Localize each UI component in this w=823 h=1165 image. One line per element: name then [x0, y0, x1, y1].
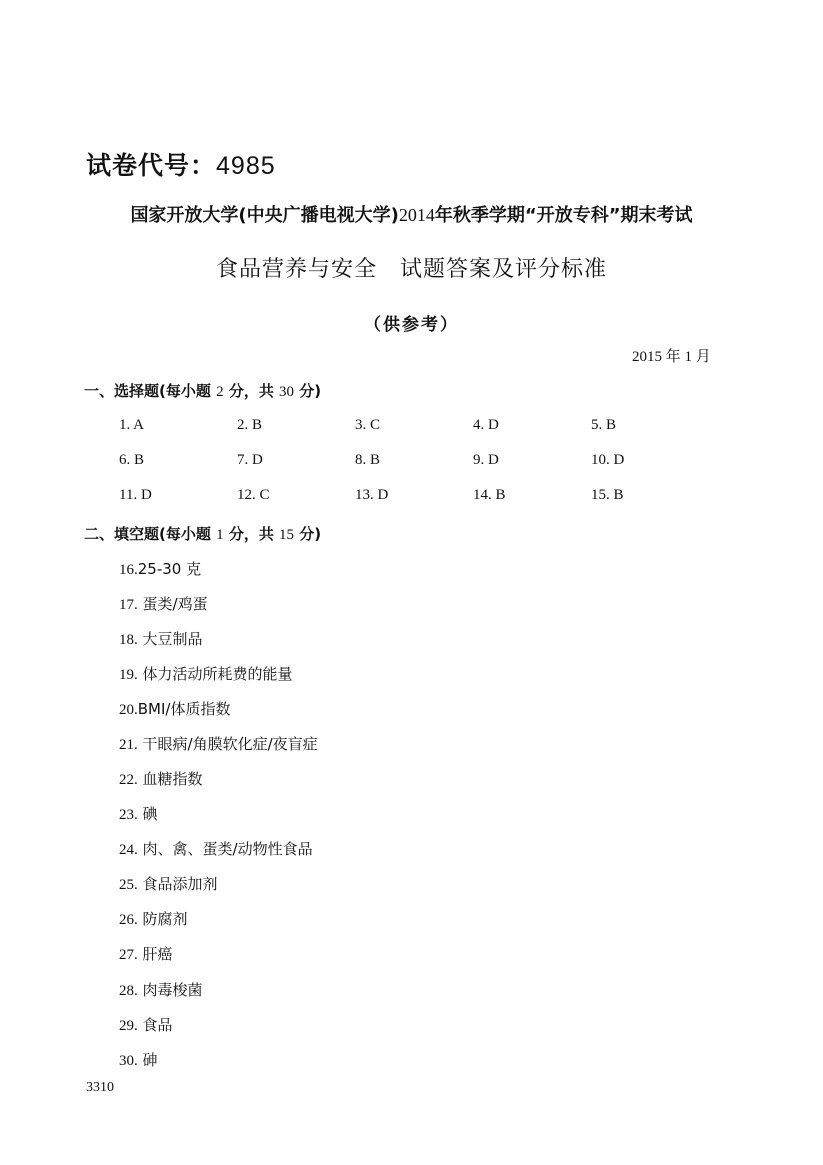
fill-answer-text: 血糖指数 [142, 770, 203, 788]
mc-answer: 7. D [237, 452, 263, 468]
fill-answer-number: 29. [119, 1018, 138, 1034]
fill-answer [119, 979, 203, 1000]
section2-points-each: 1 [216, 527, 224, 543]
fill-answer-number: 19. [119, 667, 138, 683]
exam-title-year: 2014 [398, 205, 435, 225]
fill-answer [119, 628, 203, 649]
fill-answer-text: BMI/体质指数 [137, 700, 231, 718]
fill-answer-number: 18. [119, 632, 138, 648]
paper-code [86, 146, 276, 182]
fill-answer-text: 肉毒梭菌 [142, 981, 203, 999]
fill-answer-text: 肝癌 [142, 945, 173, 963]
fill-answer-text: 肉、禽、蛋类/动物性食品 [142, 840, 313, 858]
fill-answer [119, 803, 158, 824]
fill-answer-text: 砷 [142, 1051, 158, 1069]
exam-date: 2015 年 1 月 [632, 349, 711, 365]
fill-answer-number: 20. [119, 702, 138, 718]
fill-answer [119, 768, 203, 789]
fill-answer-number: 25. [119, 877, 138, 893]
section2-heading-prefix: 二、填空题(每小题 [84, 525, 217, 543]
fill-answer [119, 593, 208, 614]
section1-points-each: 2 [216, 384, 224, 400]
fill-answer-number: 16. [119, 562, 138, 578]
section2-heading-suffix: 分) [294, 525, 322, 543]
mc-answer: 3. C [355, 417, 381, 433]
fill-answer-number: 27. [119, 947, 138, 963]
mc-answer: 11. D [119, 487, 152, 503]
fill-answer [119, 873, 218, 894]
fill-answer [119, 663, 293, 684]
paper-code-label: 试卷代号 [86, 151, 191, 180]
mc-answer: 5. B [591, 417, 617, 433]
fill-answer [119, 733, 318, 754]
exam-title-part2: 年秋季学期“开放专科”期末考试 [434, 205, 693, 226]
mc-answer: 10. D [591, 452, 625, 468]
fill-answer-text: 碘 [142, 805, 158, 823]
fill-answer [119, 908, 188, 929]
mc-answer: 1. A [119, 417, 145, 433]
fill-answer [119, 943, 173, 964]
exam-title [0, 201, 823, 227]
fill-answer-number: 26. [119, 912, 138, 928]
fill-answer-number: 23. [119, 807, 138, 823]
section1-heading-mid: 分，共 [223, 382, 280, 400]
section2-points-total: 15 [279, 527, 295, 543]
mc-answer: 6. B [119, 452, 145, 468]
mc-answer: 9. D [473, 452, 499, 468]
section1-points-total: 30 [279, 384, 295, 400]
section2-heading-mid: 分，共 [223, 525, 280, 543]
fill-answer-number: 28. [119, 983, 138, 999]
fill-answer [119, 698, 230, 719]
fill-answer [119, 558, 201, 579]
section1-heading-prefix: 一、选择题(每小题 [84, 382, 217, 400]
fill-answer-text: 防腐剂 [142, 910, 188, 928]
fill-answer-text: 大豆制品 [142, 630, 203, 648]
section-heading-fill-in [84, 523, 321, 544]
fill-answer-text: 25-30 克 [137, 560, 202, 578]
section1-heading-suffix: 分) [294, 382, 322, 400]
fill-answer-text: 体力活动所耗费的能量 [142, 665, 293, 683]
mc-answer: 8. B [355, 452, 381, 468]
fill-answer-text: 干眼病/角膜软化症/夜盲症 [142, 735, 318, 753]
section-heading-multiple-choice [84, 380, 321, 401]
mc-answer: 15. B [591, 487, 624, 503]
paper-code-separator: ： [190, 151, 217, 180]
fill-answer [119, 838, 313, 859]
mc-answer: 13. D [355, 487, 389, 503]
subject-title: 食品营养与安全 试题答案及评分标准 [215, 257, 607, 282]
page-number: 3310 [86, 1080, 114, 1095]
fill-answer [119, 1049, 158, 1070]
fill-answer-text: 蛋类/鸡蛋 [142, 595, 208, 613]
fill-answer-text: 食品添加剂 [142, 875, 218, 893]
mc-answer: 14. B [473, 487, 506, 503]
fill-answer-text: 食品 [142, 1016, 173, 1034]
fill-answer-number: 21. [119, 737, 138, 753]
mc-answer: 4. D [473, 417, 499, 433]
fill-answer-number: 22. [119, 772, 138, 788]
fill-answer [119, 1014, 173, 1035]
fill-answer-number: 17. [119, 597, 138, 613]
fill-answer-number: 30. [119, 1053, 138, 1069]
mc-answer: 2. B [237, 417, 263, 433]
paper-code-value: 4985 [216, 152, 276, 180]
exam-title-part1: 国家开放大学(中央广播电视大学) [130, 205, 399, 226]
for-reference-note: （供参考） [364, 315, 459, 335]
mc-answer: 12. C [237, 487, 270, 503]
fill-answer-number: 24. [119, 842, 138, 858]
